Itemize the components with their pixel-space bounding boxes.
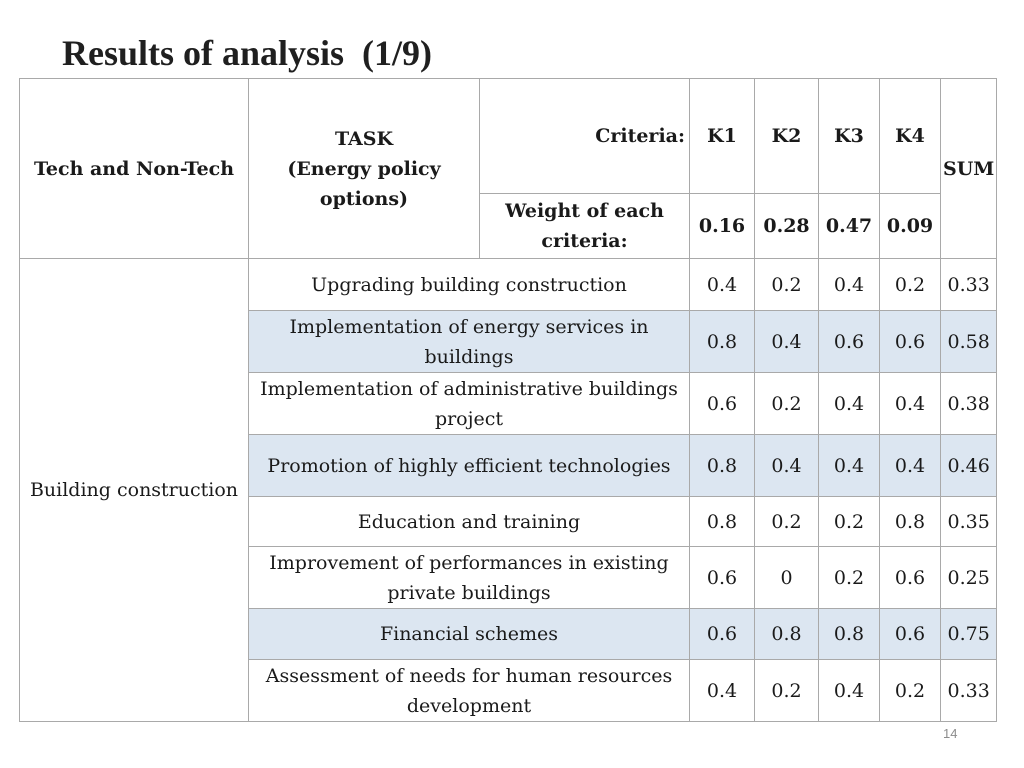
header-criterion-k3: K3 [819, 79, 880, 194]
score-cell-k3: 0.2 [819, 497, 880, 547]
sum-cell: 0.33 [941, 259, 997, 311]
slide-title: Results of analysis (1/9) [62, 33, 433, 73]
score-cell-k3: 0.8 [819, 609, 880, 660]
score-cell-k3: 0.4 [819, 660, 880, 722]
sum-cell: 0.35 [941, 497, 997, 547]
sum-cell: 0.75 [941, 609, 997, 660]
header-criteria-label: Criteria: [480, 79, 690, 194]
header-weight-label: Weight of each criteria: [480, 194, 690, 259]
score-cell-k1: 0.4 [690, 259, 755, 311]
task-cell: Upgrading building construction [249, 259, 690, 311]
task-cell: Promotion of highly efficient technologies [249, 435, 690, 497]
header-row-criteria [20, 79, 997, 194]
score-cell-k1: 0.8 [690, 311, 755, 373]
header-task: TASK (Energy policy options) [249, 79, 480, 259]
sum-cell: 0.33 [941, 660, 997, 722]
task-cell: Improvement of performances in existing private buildings [249, 547, 690, 609]
weight-k1: 0.16 [690, 194, 755, 259]
score-cell-k4: 0.6 [880, 609, 941, 660]
score-cell-k1: 0.6 [690, 373, 755, 435]
score-cell-k4: 0.6 [880, 547, 941, 609]
header-sum: SUM [941, 79, 997, 259]
score-cell-k2: 0.4 [755, 311, 819, 373]
score-cell-k3: 0.4 [819, 373, 880, 435]
weight-k2: 0.28 [755, 194, 819, 259]
task-cell: Implementation of administrative buildings project [249, 373, 690, 435]
score-cell-k1: 0.4 [690, 660, 755, 722]
sum-cell: 0.25 [941, 547, 997, 609]
score-cell-k2: 0.2 [755, 373, 819, 435]
score-cell-k4: 0.2 [880, 259, 941, 311]
score-cell-k2: 0.8 [755, 609, 819, 660]
sum-cell: 0.38 [941, 373, 997, 435]
task-cell: Implementation of energy services in buildings [249, 311, 690, 373]
score-cell-k2: 0.2 [755, 259, 819, 311]
score-cell-k3: 0.6 [819, 311, 880, 373]
task-cell: Education and training [249, 497, 690, 547]
score-cell-k3: 0.2 [819, 547, 880, 609]
score-cell-k1: 0.8 [690, 435, 755, 497]
header-group: Tech and Non-Tech [20, 79, 249, 259]
score-cell-k4: 0.4 [880, 435, 941, 497]
sum-cell: 0.58 [941, 311, 997, 373]
score-cell-k4: 0.8 [880, 497, 941, 547]
weight-k4: 0.09 [880, 194, 941, 259]
score-cell-k1: 0.6 [690, 547, 755, 609]
weight-k3: 0.47 [819, 194, 880, 259]
sum-cell: 0.46 [941, 435, 997, 497]
header-criterion-k2: K2 [755, 79, 819, 194]
score-cell-k4: 0.2 [880, 660, 941, 722]
score-cell-k2: 0.2 [755, 497, 819, 547]
table-row [20, 259, 997, 311]
score-cell-k1: 0.8 [690, 497, 755, 547]
task-cell: Assessment of needs for human resources development [249, 660, 690, 722]
page-number: 14 [943, 726, 958, 741]
score-cell-k2: 0.4 [755, 435, 819, 497]
score-cell-k4: 0.6 [880, 311, 941, 373]
score-cell-k3: 0.4 [819, 435, 880, 497]
score-cell-k2: 0 [755, 547, 819, 609]
group-cell: Building construction [20, 259, 249, 722]
score-cell-k3: 0.4 [819, 259, 880, 311]
results-table [19, 78, 997, 722]
score-cell-k4: 0.4 [880, 373, 941, 435]
score-cell-k1: 0.6 [690, 609, 755, 660]
task-cell: Financial schemes [249, 609, 690, 660]
header-criterion-k1: K1 [690, 79, 755, 194]
header-criterion-k4: K4 [880, 79, 941, 194]
score-cell-k2: 0.2 [755, 660, 819, 722]
